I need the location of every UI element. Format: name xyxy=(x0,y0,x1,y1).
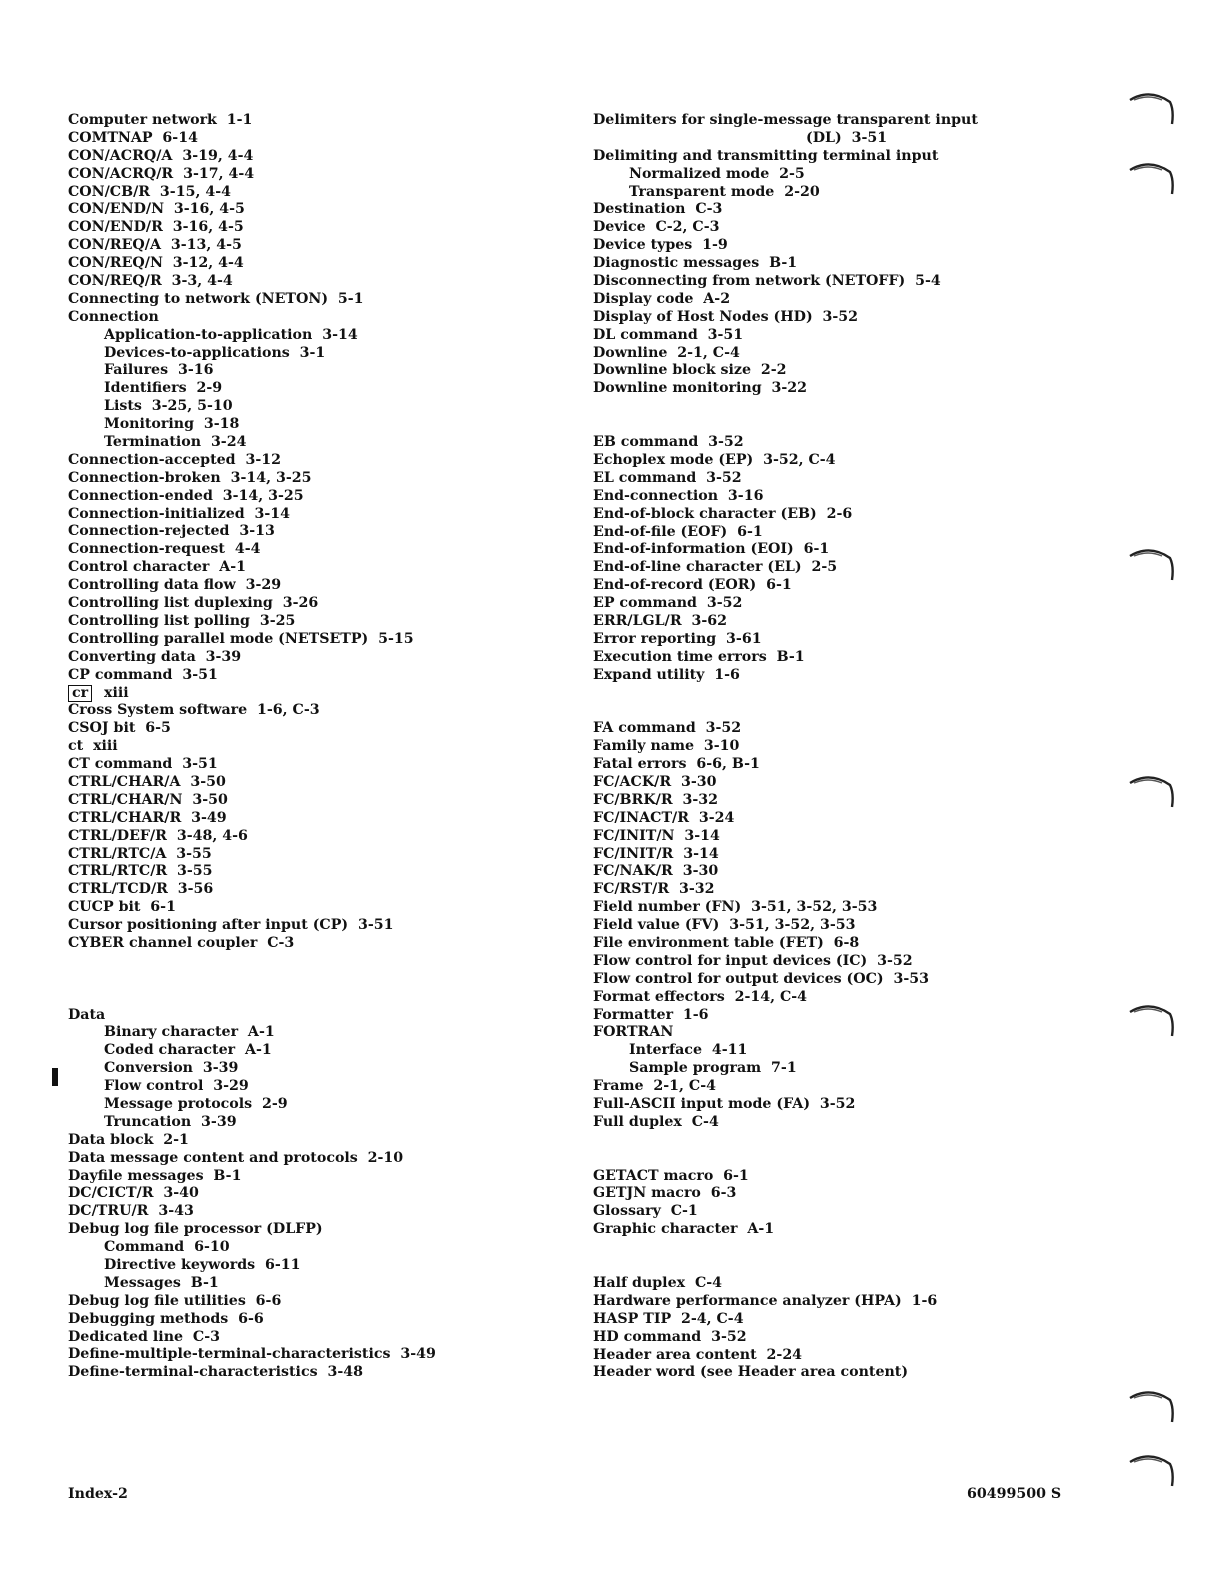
entry-text: Transparent mode 2-20 xyxy=(629,183,820,200)
index-entry xyxy=(68,613,436,631)
index-subentry xyxy=(68,434,436,452)
index-entry xyxy=(593,1078,978,1096)
index-entry xyxy=(593,1364,978,1382)
index-subentry xyxy=(68,1042,436,1060)
index-entry xyxy=(68,702,436,720)
index-entry xyxy=(593,935,978,953)
entry-text: Connecting to network (NETON) 5-1 xyxy=(68,290,364,307)
index-entry xyxy=(593,1114,978,1132)
index-entry xyxy=(68,237,436,255)
entry-text: CON/ACRQ/A 3-19, 4-4 xyxy=(68,147,254,164)
index-entry xyxy=(593,309,978,327)
index-column-left xyxy=(68,112,436,1382)
index-subentry xyxy=(68,1024,436,1042)
entry-text: DC/CICT/R 3-40 xyxy=(68,1185,199,1202)
entry-text: FC/NAK/R 3-30 xyxy=(593,863,719,880)
index-column-right xyxy=(593,112,978,1382)
index-subentry xyxy=(68,416,436,434)
index-entry xyxy=(68,1346,436,1364)
index-entry xyxy=(593,1275,978,1293)
entry-text: ERR/LGL/R 3-62 xyxy=(593,612,727,629)
entry-text: Flow control 3-29 xyxy=(104,1078,249,1095)
entry-text: Cursor positioning after input (CP) 3-51 xyxy=(68,917,394,934)
index-entry xyxy=(593,524,978,542)
index-entry xyxy=(68,309,436,327)
entry-text: Define-terminal-characteristics 3-48 xyxy=(68,1364,363,1381)
entry-text: End-of-line character (EL) 2-5 xyxy=(593,559,838,576)
entry-text: Formatter 1-6 xyxy=(593,1006,709,1023)
index-entry xyxy=(593,1329,978,1347)
index-entry xyxy=(68,881,436,899)
entry-text: CTRL/RTC/R 3-55 xyxy=(68,863,213,880)
entry-text: Data xyxy=(68,1006,106,1023)
index-entry xyxy=(593,881,978,899)
index-entry xyxy=(68,577,436,595)
index-entry xyxy=(593,130,978,148)
index-entry xyxy=(68,685,436,703)
entry-text: CTRL/DEF/R 3-48, 4-6 xyxy=(68,827,248,844)
index-entry xyxy=(593,327,978,345)
entry-text: Flow control for input devices (IC) 3-52 xyxy=(593,952,913,969)
index-entry xyxy=(68,720,436,738)
entry-text: (DL) 3-51 xyxy=(806,129,888,146)
entry-text: Glossary C-1 xyxy=(593,1203,698,1220)
entry-text: Echoplex mode (EP) 3-52, C-4 xyxy=(593,451,836,468)
entry-text: Data message content and protocols 2-10 xyxy=(68,1149,404,1166)
index-entry xyxy=(68,649,436,667)
index-subentry xyxy=(68,1257,436,1275)
index-entry xyxy=(593,506,978,524)
index-entry xyxy=(68,1132,436,1150)
entry-text: Identifiers 2-9 xyxy=(104,380,223,397)
entry-text: Execution time errors B-1 xyxy=(593,648,805,665)
index-entry xyxy=(593,577,978,595)
entry-text: Header word (see Header area content) xyxy=(593,1364,909,1381)
entry-text: Connection-request 4-4 xyxy=(68,541,261,558)
entry-text: CP command 3-51 xyxy=(68,666,218,683)
index-entry xyxy=(593,595,978,613)
entry-text: GETACT macro 6-1 xyxy=(593,1167,749,1184)
index-entry xyxy=(68,112,436,130)
entry-text: Converting data 3-39 xyxy=(68,648,242,665)
binder-punch-mark xyxy=(1128,1388,1176,1430)
index-entry xyxy=(68,166,436,184)
entry-text: CON/END/R 3-16, 4-5 xyxy=(68,219,244,236)
index-entry xyxy=(68,506,436,524)
entry-text: Messages B-1 xyxy=(104,1274,219,1291)
entry-text: CTRL/RTC/A 3-55 xyxy=(68,845,212,862)
index-entry xyxy=(593,362,978,380)
entry-text: Cross System software 1-6, C-3 xyxy=(68,702,320,719)
entry-text: xiii xyxy=(94,684,129,701)
entry-text: Failures 3-16 xyxy=(104,362,214,379)
entry-text: End-of-information (EOI) 6-1 xyxy=(593,541,830,558)
entry-text: Flow control for output devices (OC) 3-53 xyxy=(593,970,929,987)
entry-text: FORTRAN xyxy=(593,1024,674,1041)
entry-text: End-of-record (EOR) 6-1 xyxy=(593,577,792,594)
boxed-key-label: cr xyxy=(68,685,92,702)
entry-text: COMTNAP 6-14 xyxy=(68,129,198,146)
entry-text: GETJN macro 6-3 xyxy=(593,1185,737,1202)
entry-text: Half duplex C-4 xyxy=(593,1274,722,1291)
index-subentry xyxy=(68,1275,436,1293)
entry-text: EL command 3-52 xyxy=(593,469,742,486)
entry-text: Connection-rejected 3-13 xyxy=(68,523,275,540)
entry-text: Controlling data flow 3-29 xyxy=(68,577,282,594)
index-entry xyxy=(68,774,436,792)
index-entry xyxy=(593,613,978,631)
index-entry xyxy=(593,345,978,363)
binder-punch-mark xyxy=(1128,1002,1176,1044)
entry-text: Family name 3-10 xyxy=(593,738,740,755)
index-entry xyxy=(68,828,436,846)
entry-text: Fatal errors 6-6, B-1 xyxy=(593,756,760,773)
entry-text: Binary character A-1 xyxy=(104,1024,275,1041)
index-subentry xyxy=(68,380,436,398)
index-entry xyxy=(593,1096,978,1114)
index-entry xyxy=(68,1311,436,1329)
entry-text: Display of Host Nodes (HD) 3-52 xyxy=(593,308,859,325)
entry-text: Lists 3-25, 5-10 xyxy=(104,398,233,415)
index-entry xyxy=(593,828,978,846)
entry-text: Control character A-1 xyxy=(68,559,247,576)
index-entry xyxy=(593,810,978,828)
change-bar xyxy=(52,1068,58,1086)
entry-text: Downline block size 2-2 xyxy=(593,362,787,379)
index-entry xyxy=(593,112,978,130)
index-subentry xyxy=(593,1060,978,1078)
index-entry xyxy=(593,1293,978,1311)
index-entry xyxy=(593,237,978,255)
index-entry xyxy=(68,1221,436,1239)
index-subentry xyxy=(68,1096,436,1114)
index-entry xyxy=(68,1293,436,1311)
index-entry xyxy=(68,1185,436,1203)
index-entry xyxy=(593,255,978,273)
index-entry xyxy=(68,863,436,881)
entry-text: CON/CB/R 3-15, 4-4 xyxy=(68,183,231,200)
entry-text: End-of-file (EOF) 6-1 xyxy=(593,523,763,540)
index-subentry xyxy=(68,398,436,416)
index-entry xyxy=(68,1203,436,1221)
entry-text: Termination 3-24 xyxy=(104,434,247,451)
entry-text: DL command 3-51 xyxy=(593,326,744,343)
index-entry xyxy=(593,1221,978,1239)
entry-text: CTRL/CHAR/N 3-50 xyxy=(68,791,228,808)
binder-punch-mark xyxy=(1128,160,1176,202)
entry-text: CON/REQ/A 3-13, 4-5 xyxy=(68,237,242,254)
entry-text: Field number (FN) 3-51, 3-52, 3-53 xyxy=(593,899,878,916)
entry-text: File environment table (FET) 6-8 xyxy=(593,935,860,951)
entry-text: CTRL/TCD/R 3-56 xyxy=(68,881,214,898)
index-subentry xyxy=(68,1078,436,1096)
index-entry xyxy=(593,953,978,971)
entry-text: Destination C-3 xyxy=(593,201,723,218)
entry-text: FA command 3-52 xyxy=(593,720,742,737)
index-subentry xyxy=(68,362,436,380)
section-gap xyxy=(68,953,436,1007)
entry-text: CON/REQ/N 3-12, 4-4 xyxy=(68,255,244,272)
entry-text: Directive keywords 6-11 xyxy=(104,1257,301,1274)
entry-text: Graphic character A-1 xyxy=(593,1221,775,1238)
index-entry xyxy=(593,1311,978,1329)
index-entry xyxy=(593,756,978,774)
index-entry xyxy=(593,488,978,506)
index-entry xyxy=(593,989,978,1007)
index-subentry xyxy=(68,1060,436,1078)
entry-text: CON/REQ/R 3-3, 4-4 xyxy=(68,273,233,290)
entry-text: Full-ASCII input mode (FA) 3-52 xyxy=(593,1096,856,1113)
entry-text: Full duplex C-4 xyxy=(593,1113,719,1130)
index-entry xyxy=(68,738,436,756)
entry-text: Truncation 3-39 xyxy=(104,1113,237,1130)
entry-text: Hardware performance analyzer (HPA) 1-6 xyxy=(593,1292,938,1309)
entry-text: Display code A-2 xyxy=(593,290,731,307)
entry-text: Device types 1-9 xyxy=(593,237,728,254)
entry-text: EP command 3-52 xyxy=(593,595,743,612)
entry-text: CON/END/N 3-16, 4-5 xyxy=(68,201,245,218)
index-entry xyxy=(593,917,978,935)
entry-text: Controlling parallel mode (NETSETP) 5-15 xyxy=(68,630,414,647)
section-gap xyxy=(593,1239,978,1275)
index-entry xyxy=(593,863,978,881)
index-entry xyxy=(593,1347,978,1365)
index-entry xyxy=(68,667,436,685)
entry-text: FC/BRK/R 3-32 xyxy=(593,791,719,808)
entry-text: Delimiting and transmitting terminal input xyxy=(593,147,939,164)
index-entry xyxy=(593,1203,978,1221)
index-entry xyxy=(593,380,978,398)
index-subentry xyxy=(68,1114,436,1132)
entry-text: Controlling list duplexing 3-26 xyxy=(68,595,319,612)
section-gap xyxy=(593,1132,978,1168)
entry-text: Connection-accepted 3-12 xyxy=(68,451,281,468)
section-gap xyxy=(593,685,978,721)
index-entry xyxy=(68,201,436,219)
index-entry xyxy=(68,148,436,166)
entry-text: Format effectors 2-14, C-4 xyxy=(593,988,808,1005)
index-entry xyxy=(68,792,436,810)
index-entry xyxy=(68,935,436,953)
index-entry xyxy=(68,219,436,237)
entry-text: CTRL/CHAR/A 3-50 xyxy=(68,773,226,790)
entry-text: Normalized mode 2-5 xyxy=(629,165,805,182)
index-entry xyxy=(68,184,436,202)
index-entry xyxy=(593,720,978,738)
binder-punch-mark xyxy=(1128,90,1176,132)
index-entry xyxy=(68,899,436,917)
binder-punch-mark xyxy=(1128,773,1176,815)
index-entry xyxy=(593,738,978,756)
index-entry xyxy=(68,595,436,613)
index-subentry xyxy=(68,327,436,345)
index-entry xyxy=(593,846,978,864)
entry-text: Field value (FV) 3-51, 3-52, 3-53 xyxy=(593,917,856,934)
entry-text: Expand utility 1-6 xyxy=(593,666,740,683)
entry-text: Frame 2-1, C-4 xyxy=(593,1078,716,1095)
index-entry xyxy=(593,1185,978,1203)
index-subentry xyxy=(68,1239,436,1257)
entry-text: CT command 3-51 xyxy=(68,756,218,773)
index-subentry xyxy=(593,184,978,202)
entry-text: Header area content 2-24 xyxy=(593,1346,803,1363)
index-entry xyxy=(593,1007,978,1025)
entry-text: Delimiters for single-message transparent input xyxy=(593,112,978,128)
index-entry xyxy=(593,201,978,219)
index-entry xyxy=(593,899,978,917)
index-entry xyxy=(68,810,436,828)
index-entry xyxy=(593,667,978,685)
index-entry xyxy=(68,452,436,470)
entry-text: Dedicated line C-3 xyxy=(68,1328,220,1345)
entry-text: Debugging methods 6-6 xyxy=(68,1310,264,1327)
index-entry xyxy=(593,452,978,470)
binder-punch-mark xyxy=(1128,546,1176,588)
entry-text: End-connection 3-16 xyxy=(593,487,764,504)
entry-text: FC/INACT/R 3-24 xyxy=(593,809,735,826)
section-gap xyxy=(593,398,978,434)
entry-text: HD command 3-52 xyxy=(593,1328,747,1345)
index-entry xyxy=(68,523,436,541)
index-entry xyxy=(593,649,978,667)
index-entry xyxy=(593,559,978,577)
entry-text: Conversion 3-39 xyxy=(104,1060,239,1077)
index-subentry xyxy=(593,166,978,184)
index-entry xyxy=(593,434,978,452)
index-entry xyxy=(593,470,978,488)
index-entry xyxy=(593,971,978,989)
index-entry xyxy=(68,1150,436,1168)
index-entry xyxy=(68,1329,436,1347)
entry-text: Error reporting 3-61 xyxy=(593,630,762,647)
entry-text: Connection-ended 3-14, 3-25 xyxy=(68,487,304,504)
entry-text: Sample program 7-1 xyxy=(629,1060,797,1077)
entry-text: Controlling list polling 3-25 xyxy=(68,612,296,629)
entry-text: Dayfile messages B-1 xyxy=(68,1167,242,1184)
entry-text: FC/INIT/N 3-14 xyxy=(593,827,720,844)
entry-text: EB command 3-52 xyxy=(593,434,744,451)
index-subentry xyxy=(68,345,436,363)
index-entry xyxy=(68,541,436,559)
entry-text: Connection-initialized 3-14 xyxy=(68,505,291,522)
index-entry xyxy=(593,1024,978,1042)
index-entry xyxy=(593,631,978,649)
index-entry xyxy=(68,756,436,774)
entry-text: Coded character A-1 xyxy=(104,1042,272,1059)
index-entry xyxy=(593,148,978,166)
page-label: Index-2 xyxy=(68,1486,128,1502)
entry-text: Monitoring 3-18 xyxy=(104,416,240,433)
entry-text: FC/RST/R 3-32 xyxy=(593,881,715,898)
entry-text: Interface 4-11 xyxy=(629,1042,748,1059)
entry-text: CON/ACRQ/R 3-17, 4-4 xyxy=(68,165,255,182)
entry-text: FC/INIT/R 3-14 xyxy=(593,845,719,862)
entry-text: Downline monitoring 3-22 xyxy=(593,380,808,397)
entry-text: Debug log file utilities 6-6 xyxy=(68,1292,282,1309)
entry-text: ct xiii xyxy=(68,738,118,755)
entry-text: Computer network 1-1 xyxy=(68,112,253,128)
index-entry xyxy=(593,1168,978,1186)
entry-text: Connection-broken 3-14, 3-25 xyxy=(68,469,312,486)
entry-text: Disconnecting from network (NETOFF) 5-4 xyxy=(593,273,941,290)
index-entry xyxy=(68,273,436,291)
index-entry xyxy=(593,291,978,309)
entry-text: FC/ACK/R 3-30 xyxy=(593,773,717,790)
entry-text: CYBER channel coupler C-3 xyxy=(68,934,295,951)
entry-text: Application-to-application 3-14 xyxy=(104,326,358,343)
index-entry xyxy=(68,559,436,577)
entry-text: Connection xyxy=(68,308,159,325)
entry-text: HASP TIP 2-4, C-4 xyxy=(593,1310,744,1327)
entry-text: Device C-2, C-3 xyxy=(593,219,720,236)
entry-text: CUCP bit 6-1 xyxy=(68,899,176,916)
entry-text: Devices-to-applications 3-1 xyxy=(104,344,326,361)
entry-text: CSOJ bit 6-5 xyxy=(68,720,171,737)
index-entry xyxy=(593,774,978,792)
entry-text: Diagnostic messages B-1 xyxy=(593,255,798,272)
index-entry xyxy=(68,917,436,935)
entry-text: Data block 2-1 xyxy=(68,1131,189,1148)
index-entry xyxy=(68,130,436,148)
index-entry xyxy=(68,1364,436,1382)
index-entry xyxy=(68,470,436,488)
index-entry xyxy=(68,1007,436,1025)
index-entry xyxy=(68,631,436,649)
entry-text: End-of-block character (EB) 2-6 xyxy=(593,505,853,522)
entry-text: Define-multiple-terminal-characteristics 3-49 xyxy=(68,1346,436,1363)
document-number: 60499500 S xyxy=(967,1486,1062,1502)
index-entry xyxy=(593,219,978,237)
index-entry xyxy=(593,792,978,810)
entry-text: Command 6-10 xyxy=(104,1239,230,1256)
index-entry xyxy=(68,488,436,506)
binder-punch-mark xyxy=(1128,1452,1176,1494)
entry-text: Downline 2-1, C-4 xyxy=(593,344,740,361)
index-entry xyxy=(68,846,436,864)
entry-text: Message protocols 2-9 xyxy=(104,1096,288,1112)
index-subentry xyxy=(593,1042,978,1060)
index-entry xyxy=(68,291,436,309)
entry-text: DC/TRU/R 3-43 xyxy=(68,1203,194,1220)
entry-text: CTRL/CHAR/R 3-49 xyxy=(68,809,227,826)
entry-text: Debug log file processor (DLFP) xyxy=(68,1221,323,1238)
index-entry xyxy=(68,1168,436,1186)
index-entry xyxy=(68,255,436,273)
index-entry xyxy=(593,541,978,559)
index-entry xyxy=(593,273,978,291)
